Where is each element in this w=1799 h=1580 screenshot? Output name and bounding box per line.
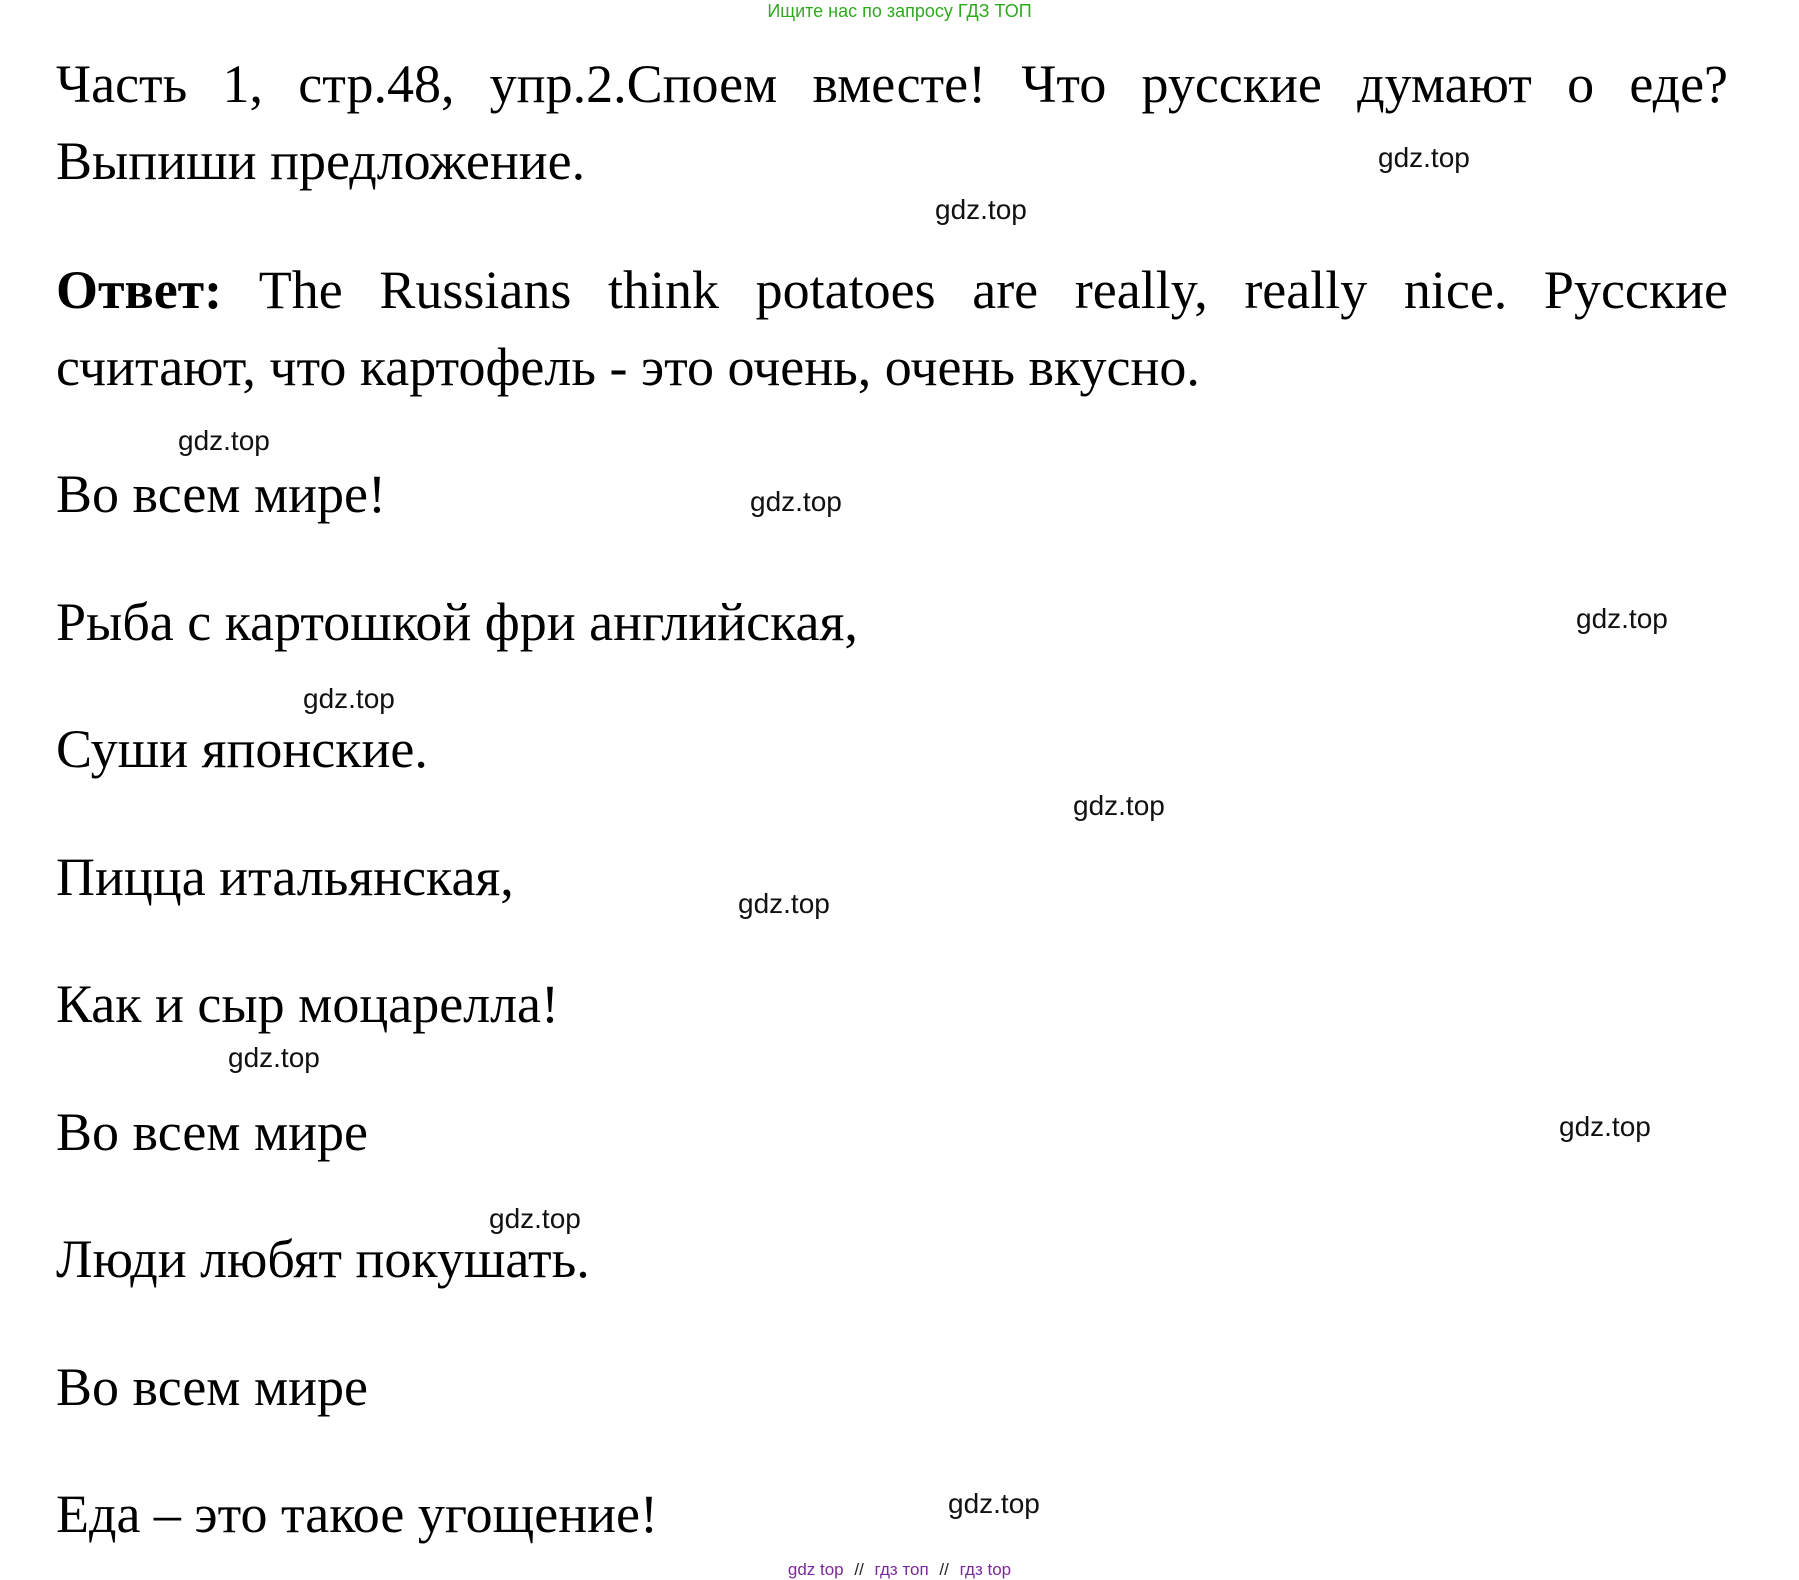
watermark: gdz.top bbox=[750, 486, 842, 517]
poem-line: Еда – это такое угощение! bbox=[56, 1484, 658, 1544]
poem-line: Суши японские. bbox=[56, 719, 428, 779]
poem-line: Как и сыр моцарелла! bbox=[56, 974, 560, 1034]
watermark: gdz.top bbox=[935, 194, 1027, 225]
watermark: gdz.top bbox=[178, 425, 270, 456]
footer-separator: // bbox=[939, 1560, 949, 1579]
answer-label: Ответ: bbox=[56, 260, 223, 320]
footer-link[interactable]: gdz top bbox=[787, 1560, 844, 1579]
poem-line: Люди любят покушать. bbox=[56, 1229, 590, 1289]
watermark: gdz.top bbox=[228, 1042, 320, 1073]
footer-link[interactable]: гдз топ bbox=[874, 1560, 929, 1579]
answer-paragraph bbox=[56, 252, 1728, 406]
watermark: gdz.top bbox=[1378, 142, 1470, 173]
watermark: gdz.top bbox=[1576, 603, 1668, 634]
search-hint-link[interactable]: Ищите нас по запросу ГДЗ ТОП bbox=[767, 1, 1032, 21]
poem-line: Во всем мире bbox=[56, 1102, 369, 1162]
poem-line: Пицца итальянская, bbox=[56, 847, 514, 907]
task-text: Часть 1, стр.48, упр.2.Споем вместе! Что русские думают о еде? Выпиши предложение. bbox=[56, 54, 1728, 191]
watermark: gdz.top bbox=[303, 683, 395, 714]
footer-link[interactable]: гдз top bbox=[959, 1560, 1012, 1579]
watermark: gdz.top bbox=[489, 1203, 581, 1234]
poem-line: Во всем мире bbox=[56, 1357, 369, 1417]
footer-links bbox=[0, 1560, 1799, 1580]
footer-separator: // bbox=[854, 1560, 864, 1579]
watermark: gdz.top bbox=[1559, 1111, 1651, 1142]
watermark: gdz.top bbox=[738, 888, 830, 919]
watermark: gdz.top bbox=[948, 1488, 1040, 1519]
watermark: gdz.top bbox=[1073, 790, 1165, 821]
poem-line: Рыба с картошкой фри английская, bbox=[56, 592, 858, 652]
answer-text: The Russians think potatoes are really, really nice. Русские считают, что картофель - это очень, очень вкусно. bbox=[56, 260, 1728, 397]
poem-line: Во всем мире! bbox=[56, 464, 386, 524]
